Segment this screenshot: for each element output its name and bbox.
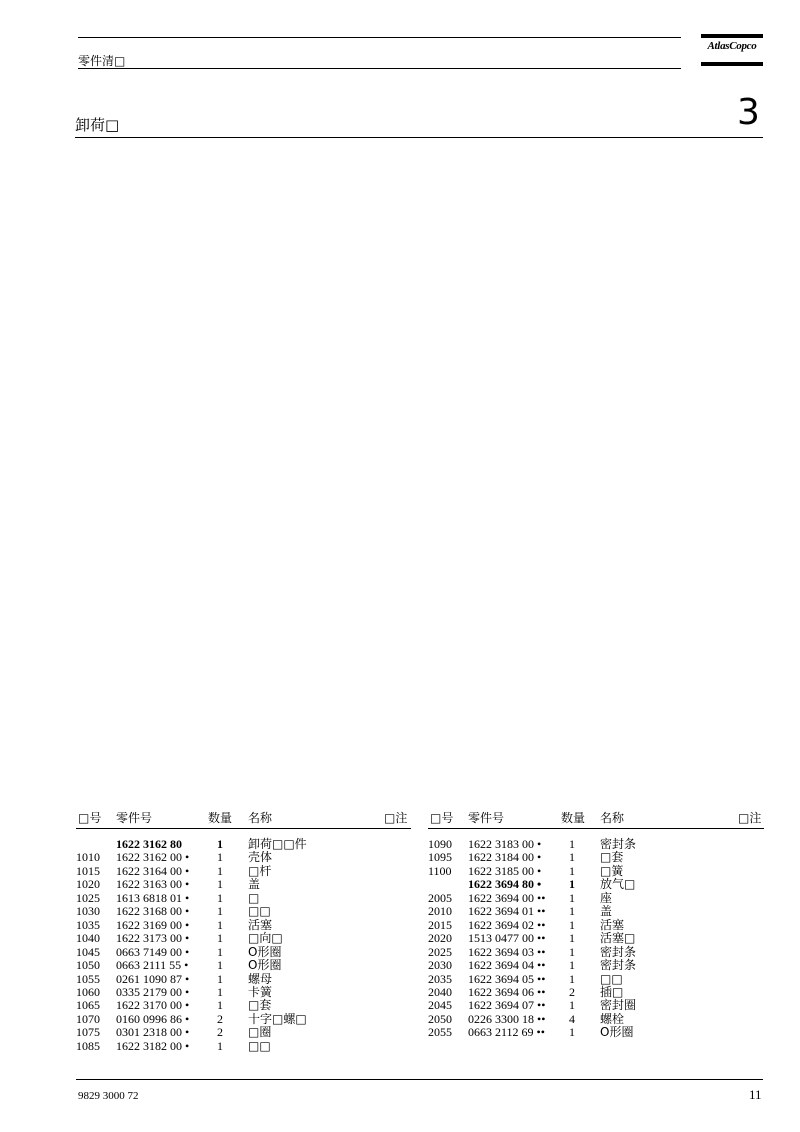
ref-number: 2030 (428, 958, 452, 973)
table-row (428, 999, 778, 1013)
quantity: 1 (569, 971, 575, 986)
ref-number: 1055 (76, 971, 100, 986)
table-row (428, 973, 778, 987)
ref-number: 1020 (76, 877, 100, 892)
quantity: 1 (569, 1025, 575, 1040)
part-number: 1622 3163 00 • (116, 877, 190, 892)
quantity: 1 (569, 998, 575, 1013)
part-name: 壳体 (248, 850, 273, 865)
part-number: 1622 3694 04 •• (468, 958, 546, 973)
quantity: 1 (569, 931, 575, 946)
part-name: 插□ (600, 984, 624, 999)
part-number: 0301 2318 00 • (116, 1025, 190, 1040)
quantity: 1 (217, 931, 223, 946)
ref-number: 1050 (76, 958, 100, 973)
part-name: □ (248, 890, 260, 905)
quantity: 1 (217, 944, 223, 959)
header-part-number: 零件号 (116, 811, 153, 825)
table-row (76, 905, 426, 919)
table-row (76, 973, 426, 987)
table-header-rule (428, 828, 764, 829)
part-number: 1622 3694 80 • (468, 877, 542, 892)
part-name: 密封条 (600, 958, 637, 973)
table-header-rule (76, 828, 411, 829)
part-name: 卸荷□□件 (248, 837, 307, 851)
part-number: 1622 3694 05 •• (468, 971, 546, 986)
ref-number: 1030 (76, 904, 100, 919)
part-number: 0663 2111 55 • (116, 958, 189, 973)
part-number: 1622 3169 00 • (116, 917, 190, 932)
part-name: 十字□螺□ (248, 1011, 307, 1026)
part-number: 1622 3694 01 •• (468, 904, 546, 919)
ref-number: 1085 (76, 1038, 100, 1053)
table-row (428, 959, 778, 973)
quantity: 1 (569, 917, 575, 932)
header-name: 名称 (248, 811, 273, 825)
atlas-copco-logo (701, 34, 763, 68)
part-number: 1613 6818 01 • (116, 890, 190, 905)
quantity: 1 (569, 837, 575, 851)
quantity: 4 (569, 1011, 575, 1026)
ref-number: 1090 (428, 837, 452, 851)
part-number: 1622 3184 00 • (468, 850, 542, 865)
page-title: 卸荷□ (75, 116, 120, 134)
part-number: 1622 3162 00 • (116, 850, 190, 865)
ref-number: 1035 (76, 917, 100, 932)
part-name: 活塞 (600, 917, 625, 932)
quantity: 1 (217, 837, 223, 851)
part-name: 盖 (600, 904, 613, 919)
part-name: 活塞□ (600, 931, 636, 946)
part-name: 放气□ (600, 877, 636, 892)
quantity: 1 (217, 971, 223, 986)
part-name: 活塞 (248, 917, 273, 932)
quantity: 1 (217, 904, 223, 919)
quantity: 2 (217, 1011, 223, 1026)
ref-number: 2040 (428, 984, 452, 999)
part-name: □□ (600, 971, 623, 986)
quantity: 1 (217, 850, 223, 865)
part-number: 0663 2112 69 •• (468, 1025, 545, 1040)
part-number: 0335 2179 00 • (116, 984, 190, 999)
table-row (76, 932, 426, 946)
part-name: O形圈 (600, 1025, 634, 1040)
part-name: 螺栓 (600, 1011, 625, 1026)
header-remarks: □注 (384, 811, 408, 825)
part-name: □□ (248, 904, 271, 919)
table-row (76, 999, 426, 1013)
quantity: 1 (217, 984, 223, 999)
quantity: 1 (217, 1038, 223, 1053)
ref-number: 2020 (428, 931, 452, 946)
quantity: 1 (569, 850, 575, 865)
quantity: 1 (569, 877, 575, 892)
ref-number: 1040 (76, 931, 100, 946)
part-number: 1622 3694 06 •• (468, 984, 546, 999)
quantity: 1 (569, 863, 575, 878)
part-number: 1622 3694 00 •• (468, 890, 546, 905)
ref-number: 1010 (76, 850, 100, 865)
part-number: 1622 3182 00 • (116, 1038, 190, 1053)
part-name: □圈 (248, 1025, 272, 1040)
part-name: 盖 (248, 877, 261, 892)
page-number: 11 (749, 1087, 762, 1102)
logo-bottom-bar (701, 62, 763, 66)
quantity: 1 (569, 890, 575, 905)
quantity: 1 (217, 958, 223, 973)
part-number: 1622 3694 07 •• (468, 998, 546, 1013)
quantity: 1 (569, 904, 575, 919)
part-name: 密封圈 (600, 998, 637, 1013)
table-row (76, 878, 426, 892)
quantity: 1 (217, 998, 223, 1013)
ref-number: 2055 (428, 1025, 452, 1040)
header-top-rule (78, 37, 681, 38)
section-label: 零件清□ (78, 54, 126, 68)
ref-number: 1070 (76, 1011, 100, 1026)
quantity: 1 (217, 917, 223, 932)
header-ref: □号 (430, 811, 454, 825)
part-number: 1622 3170 00 • (116, 998, 190, 1013)
part-number: 1622 3168 00 • (116, 904, 190, 919)
ref-number: 2010 (428, 904, 452, 919)
ref-number: 1015 (76, 863, 100, 878)
header-ref: □号 (78, 811, 102, 825)
quantity: 1 (217, 877, 223, 892)
ref-number: 2005 (428, 890, 452, 905)
part-name: □簧 (600, 863, 624, 878)
part-number: 1622 3164 00 • (116, 863, 190, 878)
table-row (428, 851, 778, 865)
part-number: 1622 3185 00 • (468, 863, 542, 878)
table-row (428, 1026, 778, 1040)
part-name: O形圈 (248, 958, 282, 973)
ref-number: 1075 (76, 1025, 100, 1040)
header-name: 名称 (600, 811, 625, 825)
ref-number: 1095 (428, 850, 452, 865)
ref-number: 2025 (428, 944, 452, 959)
part-name: □向□ (248, 931, 283, 946)
quantity: 1 (569, 958, 575, 973)
chapter-number: 3 (737, 92, 760, 133)
logo-wordmark: AtlasCopco (707, 40, 757, 52)
part-number: 1622 3173 00 • (116, 931, 190, 946)
header-quantity: 数量 (208, 811, 233, 825)
part-name: □□ (248, 1038, 271, 1053)
part-name: 卡簧 (248, 984, 273, 999)
quantity: 2 (569, 984, 575, 999)
part-name: O形圈 (248, 944, 282, 959)
part-number: 0663 7149 00 • (116, 944, 190, 959)
logo-top-bar (701, 34, 763, 38)
table-row (428, 905, 778, 919)
header-bottom-rule (78, 68, 681, 69)
header-remarks: □注 (738, 811, 762, 825)
part-number: 1622 3162 80 (116, 837, 182, 851)
part-number: 0160 0996 86 • (116, 1011, 190, 1026)
part-name: 密封条 (600, 944, 637, 959)
ref-number: 1100 (428, 863, 452, 878)
table-row (76, 1040, 426, 1054)
part-number: 1622 3183 00 • (468, 837, 542, 851)
table-row (76, 851, 426, 865)
title-rule (75, 137, 763, 138)
part-number: 0261 1090 87 • (116, 971, 190, 986)
ref-number: 2035 (428, 971, 452, 986)
ref-number: 2050 (428, 1011, 452, 1026)
part-number: 1622 3694 03 •• (468, 944, 546, 959)
table-row (76, 1026, 426, 1040)
part-number: 1513 0477 00 •• (468, 931, 546, 946)
ref-number: 1045 (76, 944, 100, 959)
quantity: 2 (217, 1025, 223, 1040)
footer-rule (76, 1079, 763, 1080)
quantity: 1 (217, 890, 223, 905)
part-name: 座 (600, 890, 613, 905)
table-row (428, 932, 778, 946)
ref-number: 2015 (428, 917, 452, 932)
part-name: □套 (248, 998, 272, 1013)
ref-number: 2045 (428, 998, 452, 1013)
table-row (428, 878, 778, 892)
quantity: 1 (569, 944, 575, 959)
ref-number: 1025 (76, 890, 100, 905)
part-number: 1622 3694 02 •• (468, 917, 546, 932)
header-part-number: 零件号 (468, 811, 505, 825)
table-row (76, 959, 426, 973)
ref-number: 1060 (76, 984, 100, 999)
ref-number: 1065 (76, 998, 100, 1013)
part-name: □杆 (248, 863, 272, 878)
quantity: 1 (217, 863, 223, 878)
part-number: 0226 3300 18 •• (468, 1011, 546, 1026)
part-name: □套 (600, 850, 624, 865)
part-name: 螺母 (248, 971, 273, 986)
part-name: 密封条 (600, 837, 637, 851)
document-number: 9829 3000 72 (78, 1090, 139, 1102)
header-quantity: 数量 (561, 811, 586, 825)
